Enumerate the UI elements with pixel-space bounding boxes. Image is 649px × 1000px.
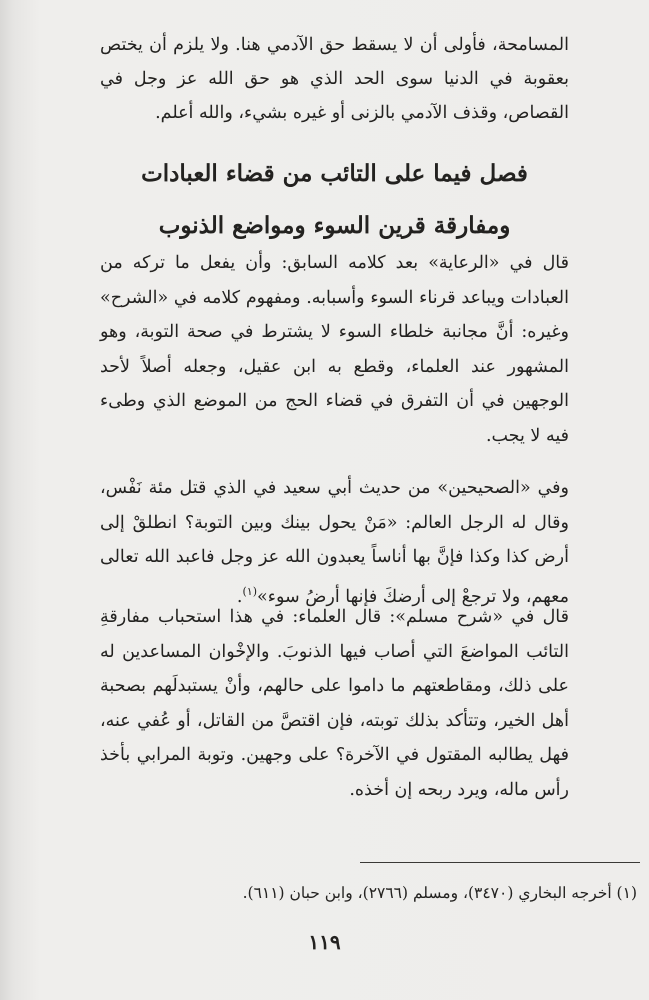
section-heading-line-2: ومفارقة قرين السوء ومواضع الذنوب (158, 212, 511, 239)
paragraph-sahihayn (100, 471, 569, 614)
paragraph-sharh-muslim-text: قال في «شرح مسلم»: قال العلماء: في هذا استحباب مفارقةِ التائب المواضعَ التي أصاب فيها الذنوبَ. والإخْوان المساعدين له على ذلك، ومقاطعتهم ما داموا على حالهم، وأنْ يستبدلَهم بصحبة أهل الخير، وتتأكد بذلك توبته، فإن اقتصَّ من القاتل، أو عُفي عنه، فهل يطالبه المقتول في الآخرة؟ على وجهين. وتوبة المرابي بأخذ رأس ماله، ويرد ربحه إن أخذه. (100, 607, 569, 800)
paragraph-ruaya-text: قال في «الرعاية» بعد كلامه السابق: وأن يفعل ما تركه من العبادات ويباعد قرناء السوء وأسبابه. ومفهوم كلامه في «الشرح» وغيره: أنَّ مجانبة خلطاء السوء لا يشترط في صحة التوبة، وهو المشهور عند العلماء، وقطع به ابن عقيل، وجعله أصلاً لأحد الوجهين في أن التفرق في قضاء الحج من الموضع الذي وطىء فيه لا يجب. (100, 253, 569, 446)
opening-paragraph (100, 28, 569, 130)
section-heading-line-1: فصل فيما على التائب من قضاء العبادات (141, 160, 528, 187)
opening-text: المسامحة، فأولى أن لا يسقط حق الآدمي هنا. ولا يلزم أن يختص بعقوبة في الدنيا سوى الحد الذي هو حق الله عز وجل في القصاص، وقذف الآدمي بالزنى أو غيره بشيء، والله أعلم. (100, 35, 569, 123)
paragraph-sharh-muslim (100, 600, 569, 807)
footnote-divider (360, 862, 640, 863)
paragraph-sahihayn-text: وفي «الصحيحين» من حديث أبي سعيد في الذي قتل مئة نَفْس، وقال له الرجل العالم: «مَنْ يحول بينك وبين التوبة؟ انطلقْ إلى أرض كذا وكذا فإنَّ بها أناساً يعبدون الله عز وجل فاعبد الله تعالى معهم، ولا ترجعْ إلى أرضكَ فإنها أرضُ سوء» (100, 478, 569, 607)
paragraph-sahihayn-end: . (236, 586, 243, 607)
footnote (120, 880, 637, 906)
footnote-text: (١) أخرجه البخاري (٣٤٧٠)، ومسلم (٢٧٦٦)، وابن حبان (٦١١). (242, 884, 637, 902)
page-number: ١١٩ (308, 930, 341, 954)
footnote-reference[interactable]: (١) (242, 584, 258, 598)
section-heading (110, 148, 559, 252)
paragraph-ruaya (100, 246, 569, 453)
